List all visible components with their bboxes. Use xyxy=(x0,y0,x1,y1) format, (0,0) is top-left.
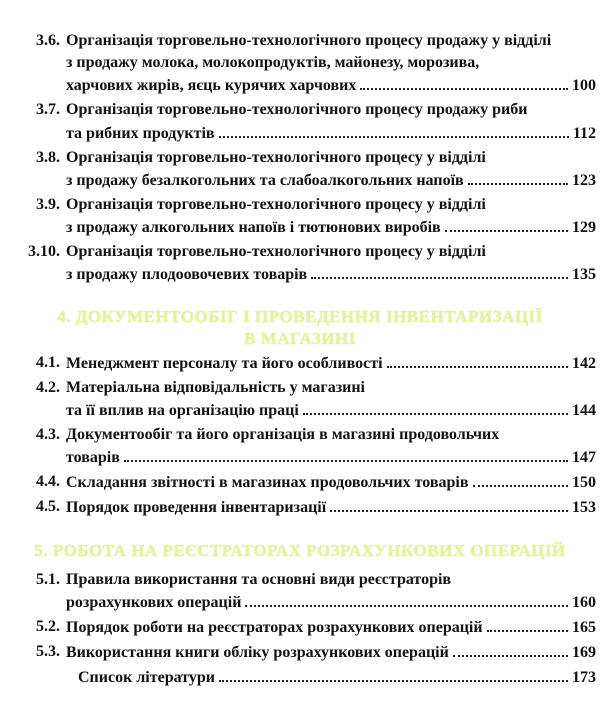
entry-title-last-line xyxy=(66,74,596,97)
entry-title-last-line xyxy=(66,122,596,145)
page-number: 112 xyxy=(572,124,596,142)
entry-title-line: та рибних продуктів xyxy=(66,124,215,142)
entry-number: 4.3. xyxy=(36,426,60,444)
entry-title-line: Організація торговельно-технологічного процесу у відділі xyxy=(66,243,486,260)
entry-title-last-line xyxy=(66,216,596,239)
page-number: 165 xyxy=(572,619,596,637)
entry-title-last-line xyxy=(66,496,596,519)
entry-number: 5.1. xyxy=(36,571,60,588)
section-heading: 5. РОБОТА НА РЕЄСТРАТОРАХ РОЗРАХУНКОВИХ ОПЕРАЦІЙ xyxy=(34,541,566,560)
entry-title-last-line xyxy=(66,399,596,422)
leader-dots xyxy=(124,446,568,462)
entry-title-last-line xyxy=(66,352,596,375)
entry-title-line: Порядок проведення інвентаризації xyxy=(66,499,327,517)
page-number: 144 xyxy=(572,402,596,420)
entry-number: 3.6. xyxy=(36,32,60,49)
entry-title-line: Правила використання та основні види реєстраторів xyxy=(66,571,452,588)
entry-title-last-line xyxy=(66,446,596,469)
entry-title-last-line xyxy=(66,641,596,664)
page-number: 160 xyxy=(572,594,596,612)
entry-title-last-line xyxy=(66,591,596,614)
leader-dots xyxy=(473,471,568,487)
entry-number: 4.1. xyxy=(36,354,60,371)
entry-title-line: товарів xyxy=(66,449,120,467)
page-number: 153 xyxy=(572,499,596,517)
leader-dots xyxy=(360,74,568,90)
entry-number: 3.9. xyxy=(36,195,60,213)
entry-title-line: Документообіг та його організація в магазині продовольчих xyxy=(66,426,500,444)
entry-title-last-line xyxy=(78,666,596,689)
entry-number: 4.2. xyxy=(36,379,60,396)
entry-title-line: Список літератури xyxy=(78,669,215,687)
entry-title-last-line xyxy=(66,616,596,639)
entry-title-line: Складання звітності в магазинах продовольчих товарів xyxy=(66,474,469,492)
leader-dots xyxy=(387,352,568,368)
leader-dots xyxy=(445,216,568,232)
entry-title-line: Порядок роботи на реєстраторах розрахункових операцій xyxy=(66,619,483,637)
leader-dots xyxy=(453,641,568,657)
leader-dots xyxy=(311,263,568,279)
page-number: 135 xyxy=(572,266,596,284)
leader-dots xyxy=(219,666,568,682)
entry-title-line: харчових жирів, яєць курячих харчових xyxy=(66,77,357,95)
page-number: 123 xyxy=(572,171,596,189)
leader-dots xyxy=(330,496,568,512)
entry-title-line: Організація торговельно-технологічного процесу у відділі xyxy=(66,148,486,166)
entry-title-line: з продажу плодоовочевих товарів xyxy=(66,266,308,284)
entry-title-line: Менеджмент персоналу та його особливості xyxy=(66,355,383,372)
entry-title-line: Матеріальна відповідальність у магазині xyxy=(66,379,365,396)
entry-title-line: та її вплив на організацію праці xyxy=(66,402,299,420)
section-heading: 4. ДОКУМЕНТООБІГ І ПРОВЕДЕННЯ ІНВЕНТАРИЗАЦІЇ xyxy=(57,307,543,326)
leader-dots xyxy=(468,169,568,185)
page-number: 100 xyxy=(572,77,596,95)
entry-number: 5.3. xyxy=(36,643,60,661)
entry-title-line: з продажу безалкогольних та слабоалкогольних напоїв xyxy=(66,171,464,189)
entry-title-last-line xyxy=(66,471,596,494)
entry-number: 4.4. xyxy=(36,473,60,491)
page-number: 129 xyxy=(572,218,596,236)
leader-dots xyxy=(487,616,568,632)
leader-dots xyxy=(245,591,568,607)
section-heading: В МАГАЗИНІ xyxy=(244,329,356,349)
page-number: 142 xyxy=(572,355,596,372)
entry-title-line: Організація торговельно-технологічного процесу у відділі xyxy=(66,195,486,213)
entry-number: 3.7. xyxy=(36,101,60,119)
entry-title-line: з продажу алкогольних напоїв і тютюнових виробів xyxy=(66,218,441,236)
entry-title-line: розрахункових операцій xyxy=(66,594,242,612)
entry-number: 4.5. xyxy=(36,498,60,516)
page-number: 150 xyxy=(572,474,596,492)
leader-dots xyxy=(303,399,568,415)
page-number: 173 xyxy=(572,669,596,687)
entry-number: 3.8. xyxy=(36,148,60,166)
page-number: 169 xyxy=(572,644,596,662)
entry-title-line: Організація торговельно-технологічного процесу продажу у відділі xyxy=(66,32,552,49)
entry-title-line: з продажу молока, молокопродуктів, майонезу, морозива, xyxy=(66,54,480,72)
entry-number: 5.2. xyxy=(36,618,60,636)
entry-title-last-line xyxy=(66,263,596,286)
entry-title-line: Використання книги обліку розрахункових операцій xyxy=(66,644,449,662)
leader-dots xyxy=(219,122,569,138)
entry-title-last-line xyxy=(66,169,596,192)
entry-title-line: Організація торговельно-технологічного процесу продажу риби xyxy=(66,101,528,119)
page-number: 147 xyxy=(572,449,596,467)
entry-number: 3.10. xyxy=(28,243,60,260)
